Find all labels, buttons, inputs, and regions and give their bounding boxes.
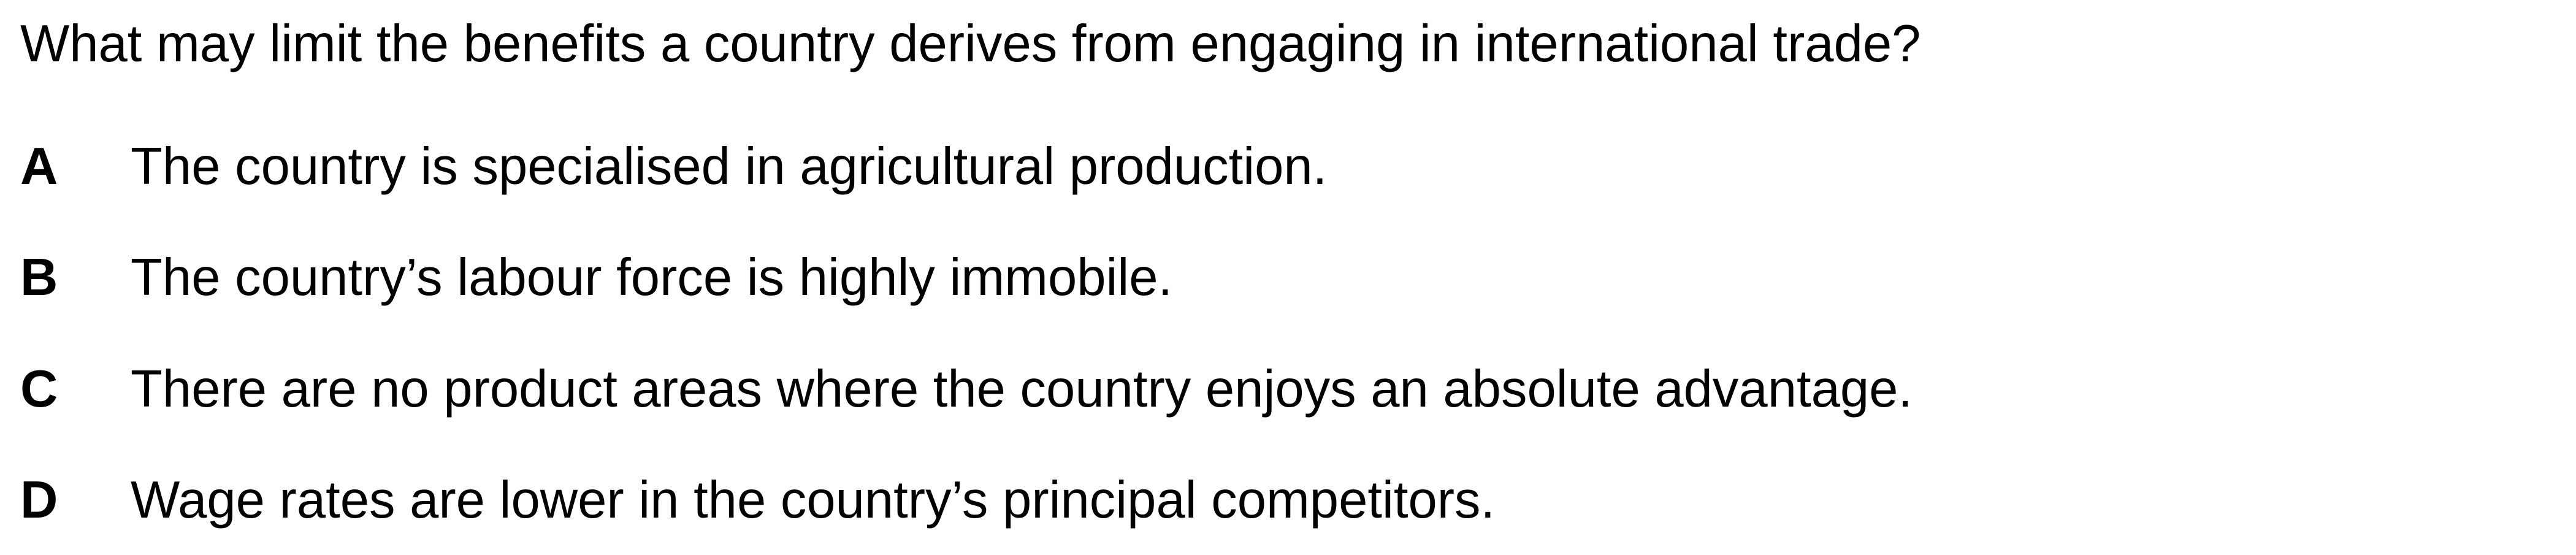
option-text: The country is specialised in agricultural production. [131,137,1328,196]
option-letter: C [20,360,58,418]
option-text: Wage rates are lower in the country’s principal competitors. [131,471,1496,529]
option-letter: A [20,137,58,196]
option-letter: D [20,471,58,529]
option-text: The country’s labour force is highly immobile. [131,248,1173,307]
option-letter: B [20,248,58,307]
question-text: What may limit the benefits a country derives from engaging in international trade? [20,15,1921,73]
option-text: There are no product areas where the country enjoys an absolute advantage. [131,360,1913,418]
